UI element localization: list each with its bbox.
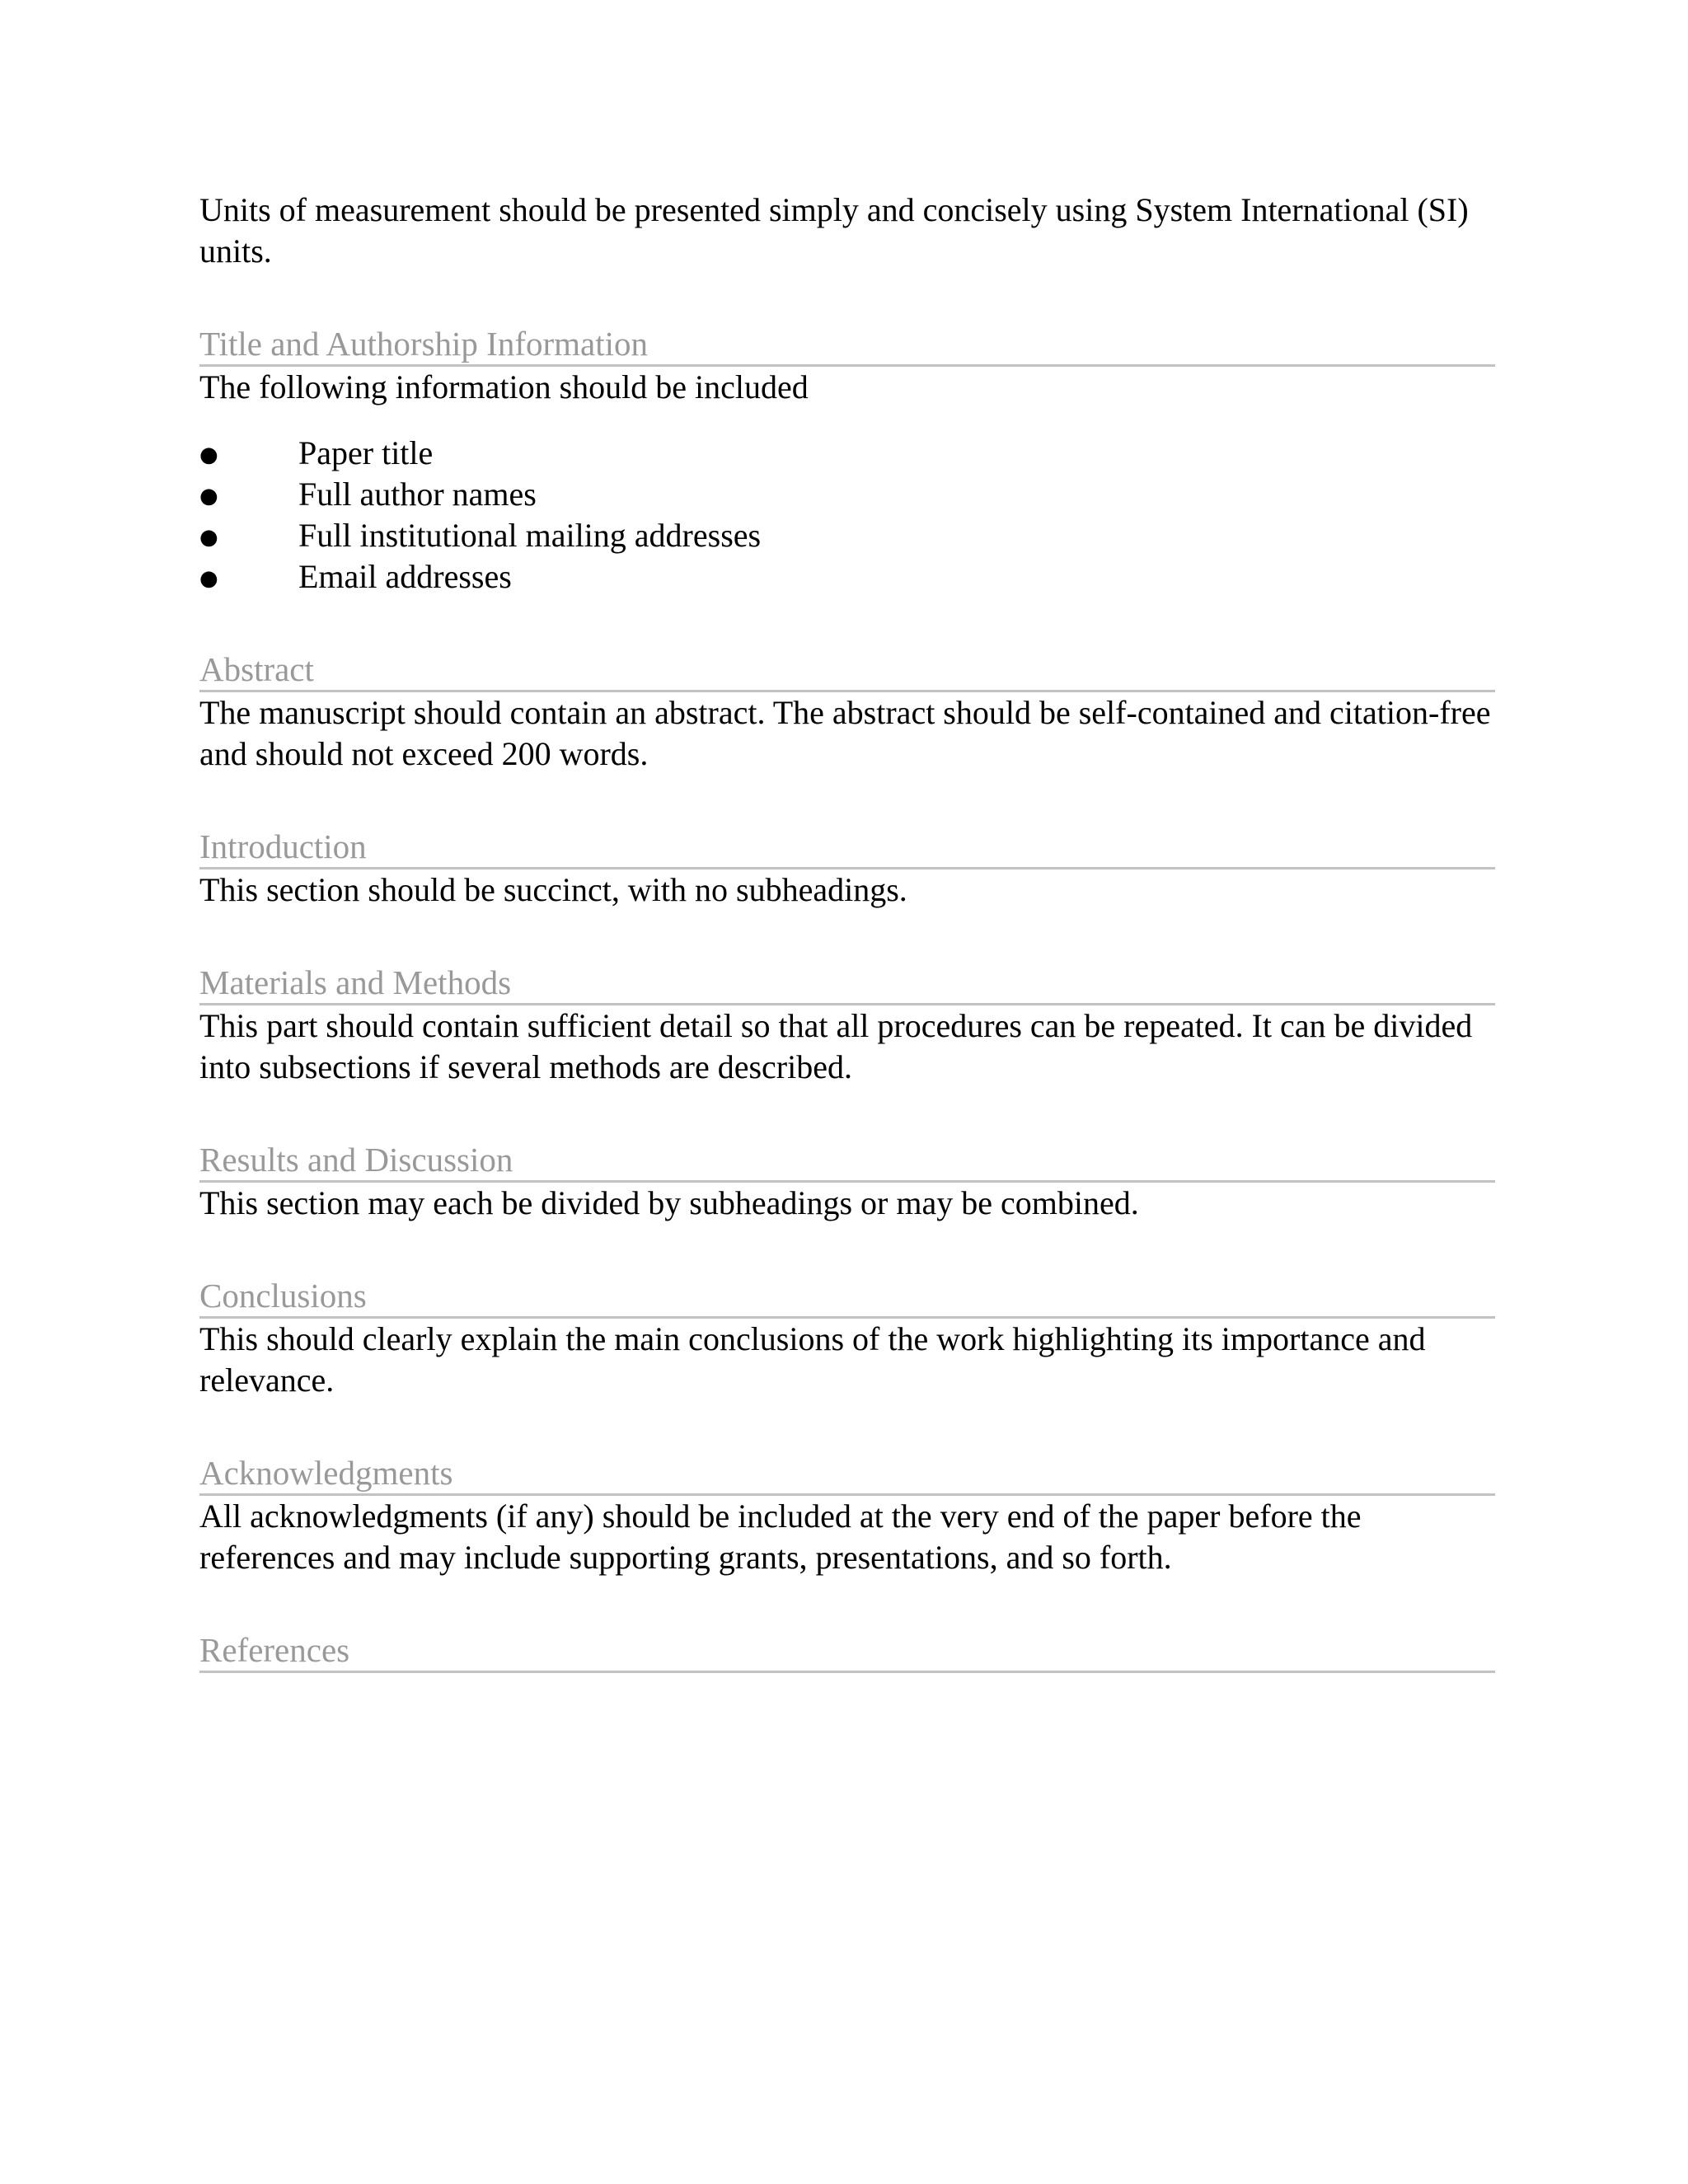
list-item xyxy=(199,556,1495,598)
section-heading-references: References xyxy=(199,1629,1495,1673)
section-heading-title-authorship: Title and Authorship Information xyxy=(199,323,1495,367)
list-item-label: Full author names xyxy=(298,476,537,513)
list-item-label: Email addresses xyxy=(298,558,512,595)
bullet-icon: ● xyxy=(199,566,218,591)
document-body xyxy=(199,190,1495,1673)
section-text-conclusions: This should clearly explain the main conclusions of the work highlighting its importance and relevance. xyxy=(199,1320,1426,1399)
intro-paragraph: Units of measurement should be presented simply and concisely using System International (SI) units. xyxy=(199,191,1469,269)
section-heading-results-discussion: Results and Discussion xyxy=(199,1139,1495,1183)
bullet-icon: ● xyxy=(199,525,218,550)
authorship-bullet-list xyxy=(199,433,1495,598)
section-heading-abstract: Abstract xyxy=(199,649,1495,692)
bullet-icon: ● xyxy=(199,484,218,509)
list-item xyxy=(199,433,1495,474)
section-heading-introduction: Introduction xyxy=(199,826,1495,869)
list-item-label: Full institutional mailing addresses xyxy=(298,517,762,554)
section-text-title-authorship: The following information should be included xyxy=(199,368,809,405)
section-text-materials-methods: This part should contain sufficient detail so that all procedures can be repeated. It can be divided into subsections if several methods are described. xyxy=(199,1007,1473,1085)
section-text-acknowledgments: All acknowledgments (if any) should be included at the very end of the paper before the references and may include supporting grants, presentations, and so forth. xyxy=(199,1497,1362,1576)
section-text-results-discussion: This section may each be divided by subheadings or may be combined. xyxy=(199,1184,1139,1221)
section-text-abstract: The manuscript should contain an abstract. The abstract should be self-contained and citation-free and should not exceed 200 words. xyxy=(199,694,1491,772)
section-text-introduction: This section should be succinct, with no subheadings. xyxy=(199,871,907,908)
section-heading-conclusions: Conclusions xyxy=(199,1275,1495,1319)
list-item xyxy=(199,474,1495,515)
bullet-icon: ● xyxy=(199,443,218,467)
section-heading-acknowledgments: Acknowledgments xyxy=(199,1452,1495,1496)
section-heading-materials-methods: Materials and Methods xyxy=(199,962,1495,1005)
list-item xyxy=(199,515,1495,556)
list-item-label: Paper title xyxy=(298,434,434,471)
